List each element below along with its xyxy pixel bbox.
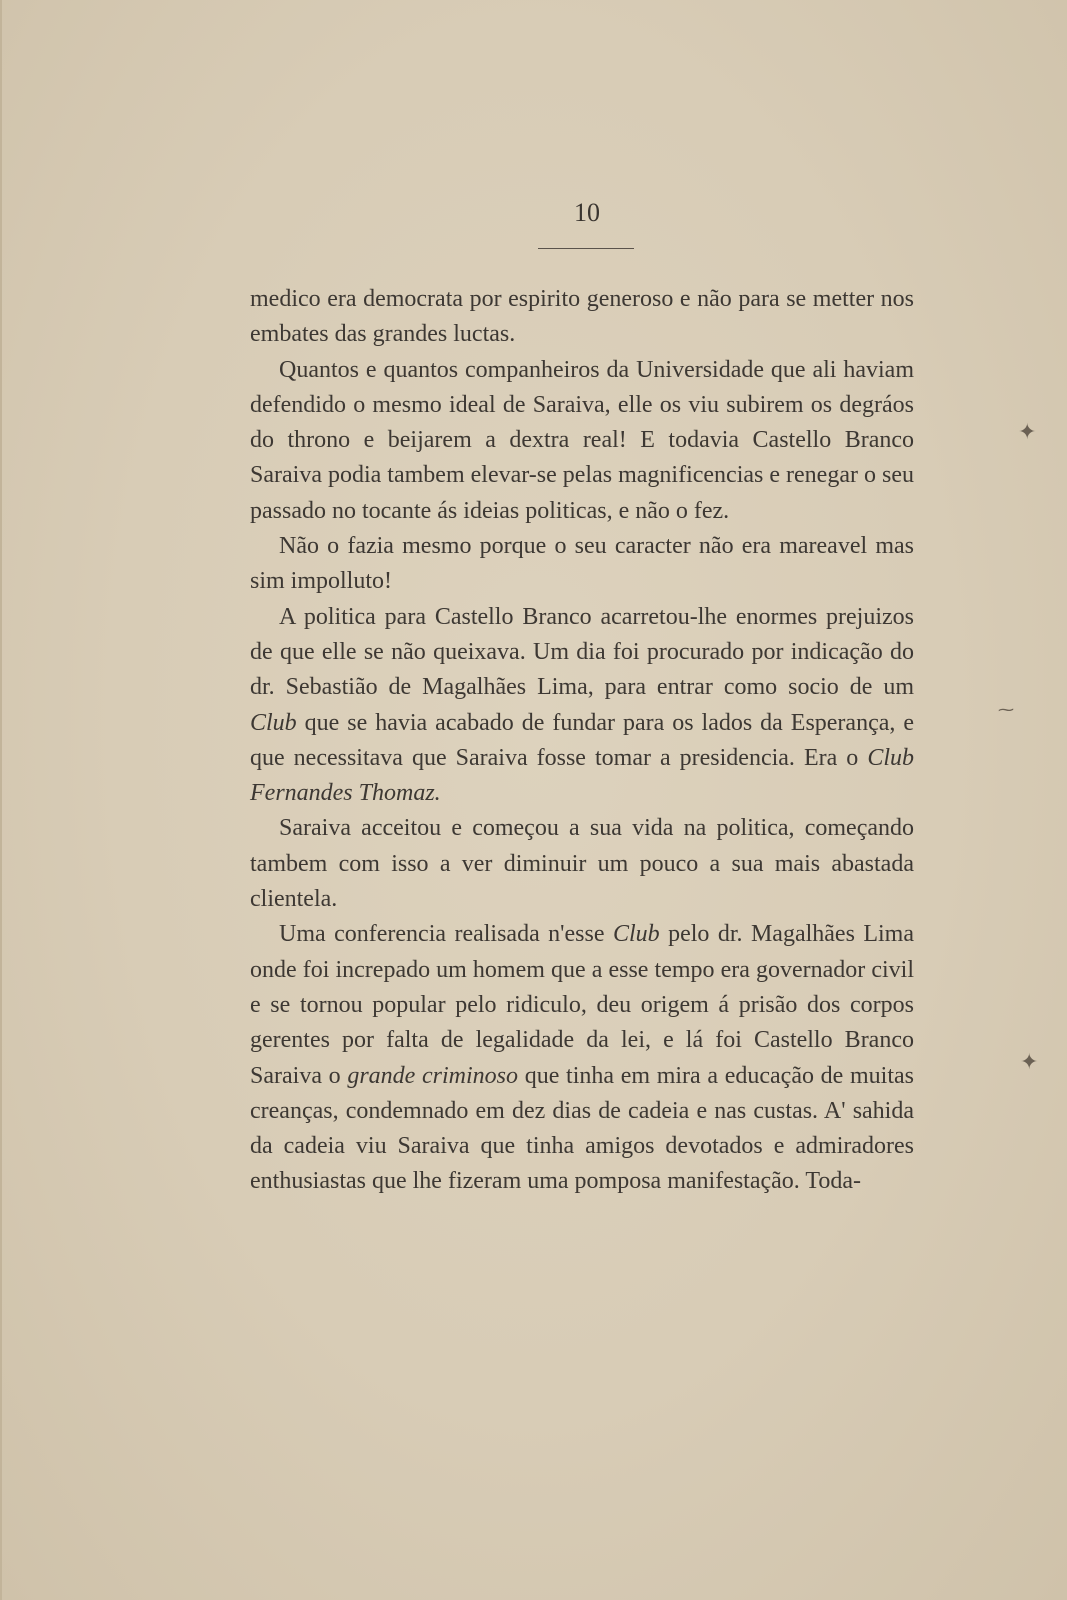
italic-text: Club bbox=[250, 709, 297, 736]
text-segment: que se havia acabado de fundar para os lados da Esperança, e que necessitava que Saraiva fosse tomar a presidencia. Era o bbox=[250, 709, 914, 771]
text-segment: que tinha em mira a educação de muitas creanças, condemnado em dez dias de cadeia e nas custas. A' sahida da cadeia viu Saraiva que tinha amigos devotados e admiradores enthusiastas que lhe fizeram uma pomposa manifestação. Toda- bbox=[250, 1062, 915, 1195]
header-rule bbox=[538, 248, 634, 249]
paragraph bbox=[250, 600, 914, 812]
paragraph bbox=[250, 917, 914, 1199]
text-segment: Quantos e quantos companheiros da Universidade que ali haviam defendido o mesmo ideal de Saraiva, elle os viu subirem os degráos do throno e beijarem a dextra real! E todavia Castello Branco Saraiva podia tambem elevar-se pelas magnificencias e renegar o seu passado no tocante ás ideias politicas, e não o fez. bbox=[250, 356, 914, 524]
text-segment: Uma conferencia realisada n'esse bbox=[279, 921, 613, 948]
page-number: 10 bbox=[574, 198, 600, 227]
italic-text: Club Fernandes Thomaz. bbox=[250, 744, 914, 807]
paragraph bbox=[250, 282, 914, 353]
text-segment: pelo dr. Magalhães Lima onde foi increpado um homem que a esse tempo era governador civil e se tornou popular pelo ridiculo, deu origem á prisão dos corpos gerentes por falta de legalidade da lei, e lá foi Castello Branco Saraiva o bbox=[250, 921, 914, 1089]
text-segment: Saraiva acceitou e começou a sua vida na politica, começando tambem com isso a ver diminuir um pouco a sua mais abastada clientela. bbox=[250, 815, 914, 913]
paragraph bbox=[250, 353, 914, 529]
body-text bbox=[250, 282, 914, 1200]
text-segment: A politica para Castello Branco acarretou-lhe enormes prejuizos de que elle se não queixava. Um dia foi procurado por indicação do dr. Sebastião de Magalhães Lima, para entrar como socio de um bbox=[250, 603, 914, 701]
italic-text: grande criminoso bbox=[347, 1062, 519, 1089]
margin-blot-mark: ✦ bbox=[1018, 420, 1037, 445]
paragraph bbox=[250, 529, 914, 600]
paragraph bbox=[250, 811, 914, 917]
margin-blot-mark: ✦ bbox=[1020, 1050, 1039, 1075]
text-segment: medico era democrata por espirito generoso e não para se metter nos embates das grandes luctas. bbox=[250, 286, 914, 348]
italic-text: Club bbox=[612, 921, 660, 948]
text-segment: Não o fazia mesmo porque o seu caracter não era mareavel mas sim impolluto! bbox=[250, 533, 914, 595]
margin-blot-mark: ⁓ bbox=[998, 700, 1014, 719]
